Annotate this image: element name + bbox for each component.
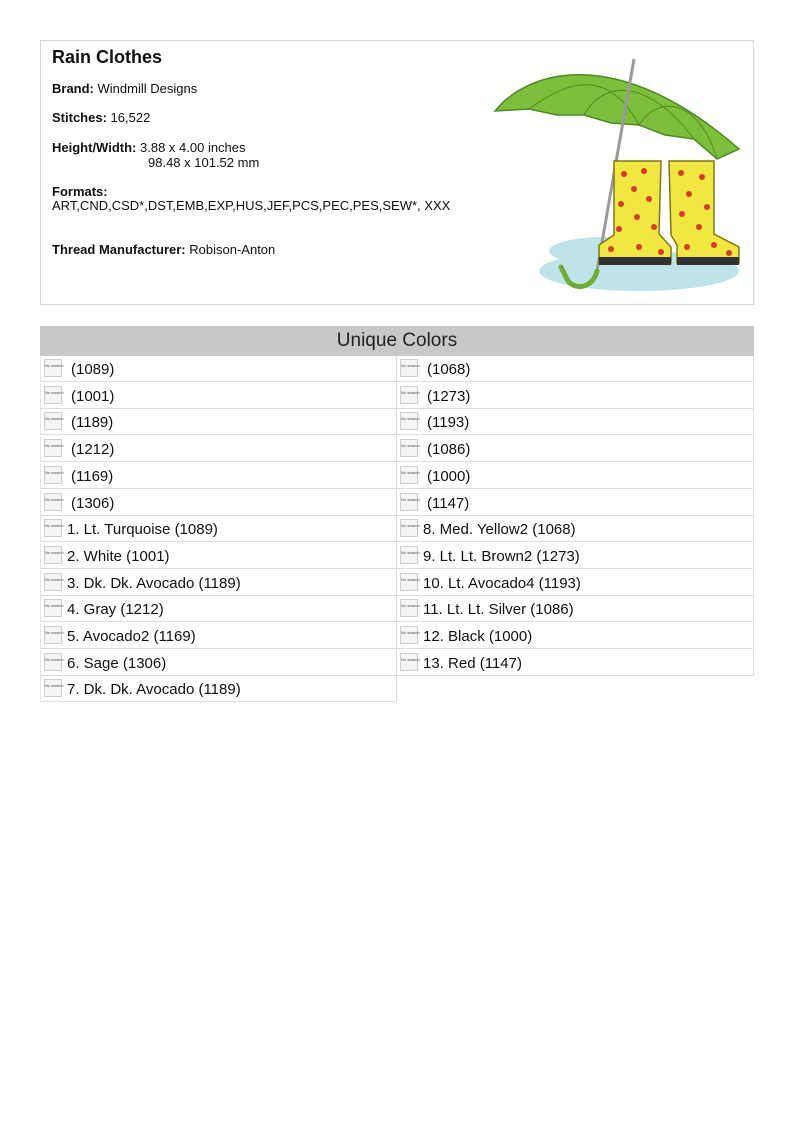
left-boot-sole — [599, 257, 671, 265]
color-label: (1086) — [427, 441, 471, 458]
color-label: 1. Lt. Turquoise (1089) — [67, 521, 218, 538]
color-row — [40, 676, 397, 702]
color-label: 5. Avocado2 (1169) — [67, 628, 196, 645]
color-row — [40, 596, 397, 622]
no-swatch-icon: No swatch — [400, 626, 418, 644]
no-swatch-icon: No swatch — [44, 359, 62, 377]
formats-value: ART,CND,CSD*,DST,EMB,EXP,HUS,JEF,PCS,PEC,PES,SEW*, XXX — [52, 198, 451, 213]
color-label: (1089) — [71, 361, 115, 378]
no-swatch-icon: No swatch — [44, 412, 62, 430]
color-label: 11. Lt. Lt. Silver (1086) — [423, 601, 574, 618]
color-label: 10. Lt. Avocado4 (1193) — [423, 575, 581, 592]
color-label: (1068) — [427, 361, 471, 378]
no-swatch-icon: No swatch — [400, 439, 418, 457]
color-label: (1169) — [71, 468, 114, 485]
color-row — [40, 490, 397, 516]
no-swatch-icon: No swatch — [44, 386, 62, 404]
stitches-row — [52, 110, 150, 125]
brand-row — [52, 81, 197, 96]
color-label: (1273) — [427, 388, 471, 405]
height-width-label: Height/Width: — [52, 140, 137, 155]
design-title: Rain Clothes — [52, 47, 163, 67]
unique-colors-heading: Unique Colors — [40, 326, 754, 356]
color-label: (1189) — [71, 414, 114, 431]
color-label: 13. Red (1147) — [423, 655, 522, 672]
color-label: 9. Lt. Lt. Brown2 (1273) — [423, 548, 580, 565]
color-label: 2. White (1001) — [67, 548, 170, 565]
brand-value: Windmill Designs — [97, 81, 198, 96]
height-width-inches: 3.88 x 4.00 inches — [140, 140, 246, 155]
color-label: (1193) — [427, 414, 470, 431]
color-label: 7. Dk. Dk. Avocado (1189) — [67, 681, 241, 698]
no-swatch-icon: No swatch — [400, 573, 418, 591]
umbrella-and-rain-boots-embroidery-image — [489, 49, 745, 299]
no-swatch-icon: No swatch — [400, 386, 418, 404]
color-row — [397, 516, 754, 542]
no-swatch-icon: No swatch — [44, 493, 62, 511]
no-swatch-icon: No swatch — [44, 573, 62, 591]
thread-value: Robison-Anton — [189, 242, 276, 257]
color-row — [397, 650, 754, 676]
thread-row — [52, 242, 275, 257]
color-row — [40, 623, 397, 649]
no-swatch-icon: No swatch — [400, 519, 418, 537]
no-swatch-icon: No swatch — [44, 599, 62, 617]
color-row — [40, 516, 397, 542]
stitches-value: 16,522 — [110, 110, 151, 125]
no-swatch-icon: No swatch — [400, 466, 418, 484]
color-row — [40, 570, 397, 596]
no-swatch-icon: No swatch — [400, 359, 418, 377]
color-row — [397, 409, 754, 435]
no-swatch-icon: No swatch — [400, 493, 418, 511]
color-row — [40, 383, 397, 409]
color-row — [397, 356, 754, 382]
no-swatch-icon: No swatch — [44, 626, 62, 644]
color-row — [397, 436, 754, 462]
no-swatch-icon: No swatch — [44, 653, 62, 671]
no-swatch-icon: No swatch — [400, 412, 418, 430]
color-row — [40, 463, 397, 489]
color-row — [40, 543, 397, 569]
no-swatch-icon: No swatch — [400, 599, 418, 617]
color-row — [397, 570, 754, 596]
color-label: (1000) — [427, 468, 471, 485]
color-label: 12. Black (1000) — [423, 628, 533, 645]
stitches-label: Stitches: — [52, 110, 107, 125]
umbrella-canopy — [495, 75, 739, 159]
color-label: 4. Gray (1212) — [67, 601, 164, 618]
formats-label: Formats: — [52, 184, 108, 199]
color-row — [397, 596, 754, 622]
color-label: (1001) — [71, 388, 115, 405]
color-row — [40, 356, 397, 382]
color-row — [397, 623, 754, 649]
no-swatch-icon: No swatch — [44, 466, 62, 484]
color-label: (1147) — [427, 495, 470, 512]
no-swatch-icon: No swatch — [400, 653, 418, 671]
no-swatch-icon: No swatch — [44, 439, 62, 457]
no-swatch-icon: No swatch — [44, 679, 62, 697]
color-row — [40, 409, 397, 435]
color-label: 3. Dk. Dk. Avocado (1189) — [67, 575, 241, 592]
color-label: 6. Sage (1306) — [67, 655, 167, 672]
color-row — [397, 543, 754, 569]
color-row — [397, 463, 754, 489]
right-boot-sole — [677, 257, 739, 265]
design-info-card — [40, 40, 754, 305]
no-swatch-icon: No swatch — [44, 546, 62, 564]
unique-colors-table — [40, 326, 754, 698]
height-width-row — [52, 140, 246, 155]
thread-label: Thread Manufacturer: — [52, 242, 186, 257]
no-swatch-icon: No swatch — [400, 546, 418, 564]
color-row — [40, 436, 397, 462]
brand-label: Brand: — [52, 81, 94, 96]
color-label: (1306) — [71, 495, 115, 512]
color-label: (1212) — [71, 441, 115, 458]
height-width-mm: 98.48 x 101.52 mm — [148, 155, 260, 170]
no-swatch-icon: No swatch — [44, 519, 62, 537]
color-row — [40, 650, 397, 676]
color-label: 8. Med. Yellow2 (1068) — [423, 521, 576, 538]
color-row — [397, 383, 754, 409]
color-row — [397, 490, 754, 516]
